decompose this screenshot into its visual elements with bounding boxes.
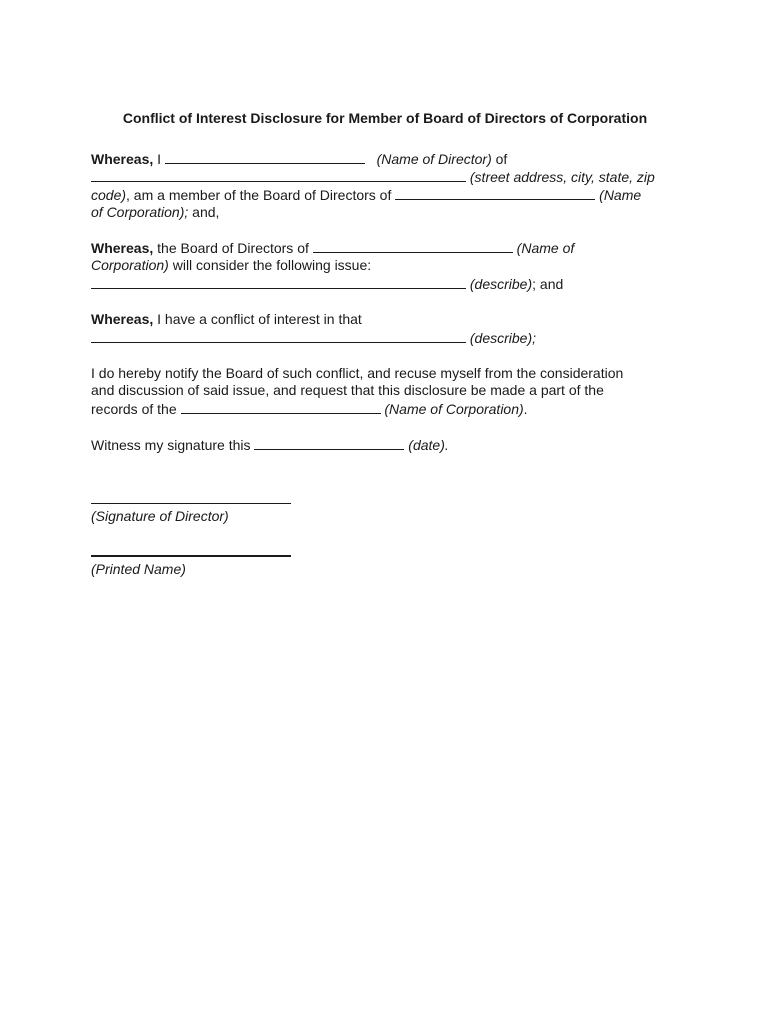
whereas-label: Whereas, xyxy=(91,151,154,167)
paragraph-4-line-3 xyxy=(91,399,528,418)
name-of-director-hint: (Name of Director) xyxy=(376,151,492,167)
document-title: Conflict of Interest Disclosure for Member of Board of Directors of Corporation xyxy=(122,110,648,126)
street-address-hint: (street address, city, state, zip xyxy=(469,169,655,185)
witness-line xyxy=(91,435,449,454)
name-of-hint: (Name xyxy=(599,187,642,203)
corporation-name-blank-3[interactable] xyxy=(181,399,381,414)
director-name-blank[interactable] xyxy=(165,149,365,164)
and-text: and, xyxy=(188,204,220,220)
paragraph-4-line-1: I do hereby notify the Board of such conflict, and recuse myself from the consideration xyxy=(91,365,624,381)
whereas-label: Whereas, xyxy=(91,240,154,256)
period: . xyxy=(523,401,528,417)
describe-hint: (describe) xyxy=(469,276,533,292)
corporation-hint: Corporation) xyxy=(91,257,169,273)
zip-code-hint: code) xyxy=(91,187,127,203)
paragraph-2-line-3 xyxy=(91,274,563,293)
paragraph-3-line-1 xyxy=(91,310,362,328)
name-of-hint: (Name of xyxy=(516,240,575,256)
board-of-directors-text: the Board of Directors of xyxy=(153,240,309,256)
of-text: of xyxy=(495,151,508,167)
printed-name-line[interactable] xyxy=(91,555,291,557)
signature-line[interactable] xyxy=(91,503,291,504)
corporation-name-blank-2[interactable] xyxy=(313,238,513,253)
corporation-name-blank-1[interactable] xyxy=(395,185,595,200)
date-hint: (date). xyxy=(408,437,449,453)
describe-hint: (describe); xyxy=(469,330,537,346)
paragraph-1-line-3 xyxy=(91,185,641,204)
witness-text: Witness my signature this xyxy=(91,437,251,453)
pronoun-i: I xyxy=(157,151,162,167)
of-corporation-hint: of Corporation); xyxy=(91,204,189,220)
paragraph-4-line-2: and discussion of said issue, and request that this disclosure be made a part of the xyxy=(91,382,604,398)
date-blank[interactable] xyxy=(254,435,404,450)
conflict-description-blank[interactable] xyxy=(91,328,466,343)
will-consider-text: will consider the following issue: xyxy=(168,257,372,273)
paragraph-1-line-2 xyxy=(91,167,655,186)
paragraph-1-line-4 xyxy=(91,203,219,221)
signature-label: (Signature of Director) xyxy=(91,508,229,524)
paragraph-1-line-1 xyxy=(91,149,507,168)
conflict-text: I have a conflict of interest in that xyxy=(153,311,362,327)
paragraph-2-line-2 xyxy=(91,256,371,274)
paragraph-3-line-2 xyxy=(91,328,536,347)
printed-name-label: (Printed Name) xyxy=(91,561,186,577)
paragraph-2-line-1 xyxy=(91,238,574,257)
and-text: ; and xyxy=(532,276,564,292)
am-member-text: , am a member of the Board of Directors of xyxy=(126,187,392,203)
name-of-corporation-hint: (Name of Corporation) xyxy=(384,401,524,417)
street-address-blank[interactable] xyxy=(91,167,466,182)
issue-description-blank[interactable] xyxy=(91,274,466,289)
whereas-label: Whereas, xyxy=(91,311,154,327)
records-of-the-text: records of the xyxy=(91,401,177,417)
